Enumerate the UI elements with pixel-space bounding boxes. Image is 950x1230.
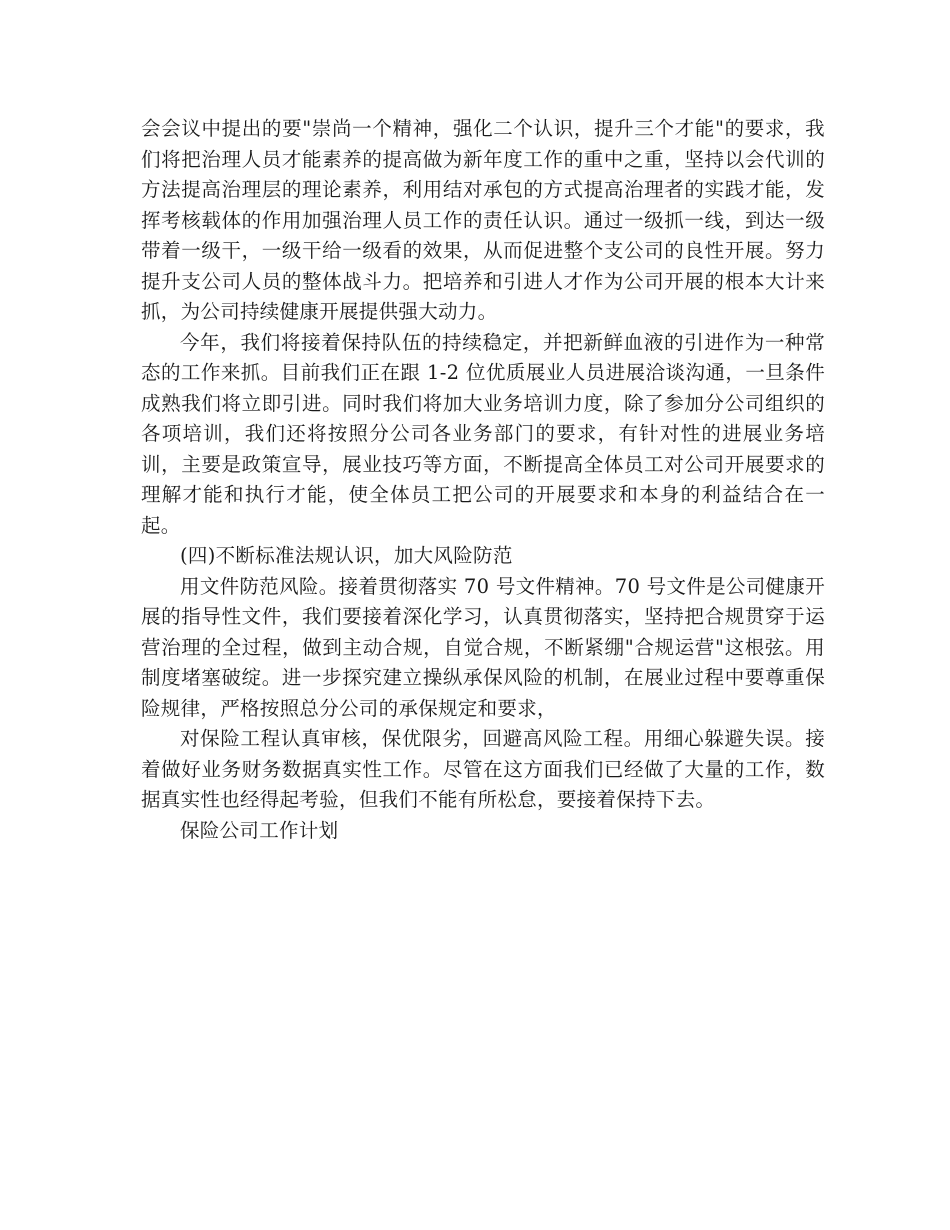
paragraph-3: 用文件防范风险。接着贯彻落实 70 号文件精神。70 号文件是公司健康开展的指导性文件，我们要接着深化学习，认真贯彻落实，坚持把合规贯穿于运营治理的全过程，做到主动合规，自觉合规，不断紧绷"合规运营"这根弦。用制度堵塞破绽。进一步探究建立操纵承保风险的机制，在展业过程中要尊重保险规律，严格按照总分公司的承保规定和要求，: [141, 574, 825, 720]
closing-title: 保险公司工作计划: [180, 818, 339, 842]
section-heading: (四)不断标准法规认识，加大风险防范: [180, 544, 513, 567]
paragraph-2: 今年，我们将接着保持队伍的持续稳定，并把新鲜血液的引进作为一种常态的工作来抓。目前我们正在跟 1-2 位优质展业人员进展洽谈沟通，一旦条件成熟我们将立即引进。同时我们将加大业务培训力度，除了参加分公司组织的各项培训，我们还将按照分公司各业务部门的要求，有针对性的进展业务培训，主要是政策宣导，展业技巧等方面，不断提高全体员工对公司开展要求的理解才能和执行才能，使全体员工把公司的开展要求和本身的利益结合在一起。: [141, 330, 825, 537]
document-body: [141, 114, 825, 846]
paragraph-4: 对保险工程认真审核，保优限劣，回避高风险工程。用细心躲避失误。接着做好业务财务数据真实性工作。尽管在这方面我们已经做了大量的工作，数据真实性也经得起考验，但我们不能有所松怠，要接着保持下去。: [141, 727, 825, 811]
paragraph-1: 会会议中提出的要"崇尚一个精神，强化二个认识，提升三个才能"的要求，我们将把治理人员才能素养的提高做为新年度工作的重中之重，坚持以会代训的方法提高治理层的理论素养，利用结对承包的方式提高治理者的实践才能，发挥考核载体的作用加强治理人员工作的责任认识。通过一级抓一线，到达一级带着一级干，一级干给一级看的效果，从而促进整个支公司的良性开展。努力提升支公司人员的整体战斗力。把培养和引进人才作为公司开展的根本大计来抓，为公司持续健康开展提供强大动力。: [141, 117, 825, 323]
